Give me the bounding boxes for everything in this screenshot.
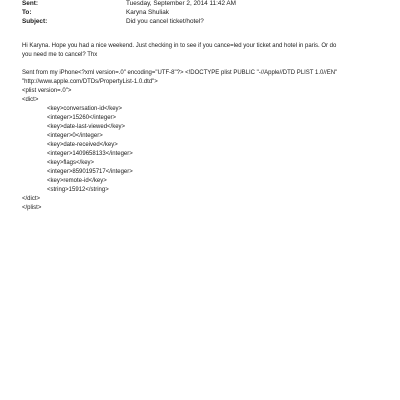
plist-line: <integer>8590195717</integer>	[47, 169, 133, 175]
sent-from-line-1: Sent from my iPhone<?xml version=.0" encoding="UTF-8"?> <!DOCTYPE plist PUBLIC "-//Apple//DTD PLIST 1.0//EN"	[22, 70, 338, 76]
sent-from-line-2: "http://www.apple.com/DTDs/PropertyList-1.0.dtd">	[22, 79, 158, 85]
subject-label: Subject:	[22, 18, 48, 25]
plist-line: <plist version=.0">	[22, 88, 72, 94]
plist-line: <key>conversation-id</key>	[47, 106, 123, 112]
plist-line: </plist>	[22, 205, 42, 211]
plist-line: <key>date-last-viewed</key>	[47, 124, 126, 130]
greeting-line-1: Hi Karyna. Hope you had a nice weekend. Just checking in to see if you cance=led your ticket and hotel in paris. Or do	[22, 43, 337, 49]
plist-line: <key>remote-id</key>	[47, 178, 107, 184]
plist-line: <key>flags</key>	[47, 160, 95, 166]
plist-line: <key>date-received</key>	[47, 142, 118, 148]
plist-line: <string>15912</string>	[47, 187, 109, 193]
plist-line: </dict>	[22, 196, 41, 202]
greeting-line-2: you need me to cancel? Thx	[22, 52, 98, 58]
plist-line: <integer>1409658133</integer>	[47, 151, 133, 157]
plist-line: <integer>15260</integer>	[47, 115, 117, 121]
sent-value: Tuesday, September 2, 2014 11:42 AM	[126, 0, 237, 7]
sent-label: Sent:	[22, 0, 38, 7]
plist-line: <integer>0</integer>	[47, 133, 103, 139]
to-label: To:	[22, 9, 32, 16]
plist-line: <dict>	[22, 97, 39, 103]
to-value: Karyna Shuliak	[126, 9, 169, 16]
subject-value: Did you cancel ticket/hotel?	[126, 18, 204, 25]
